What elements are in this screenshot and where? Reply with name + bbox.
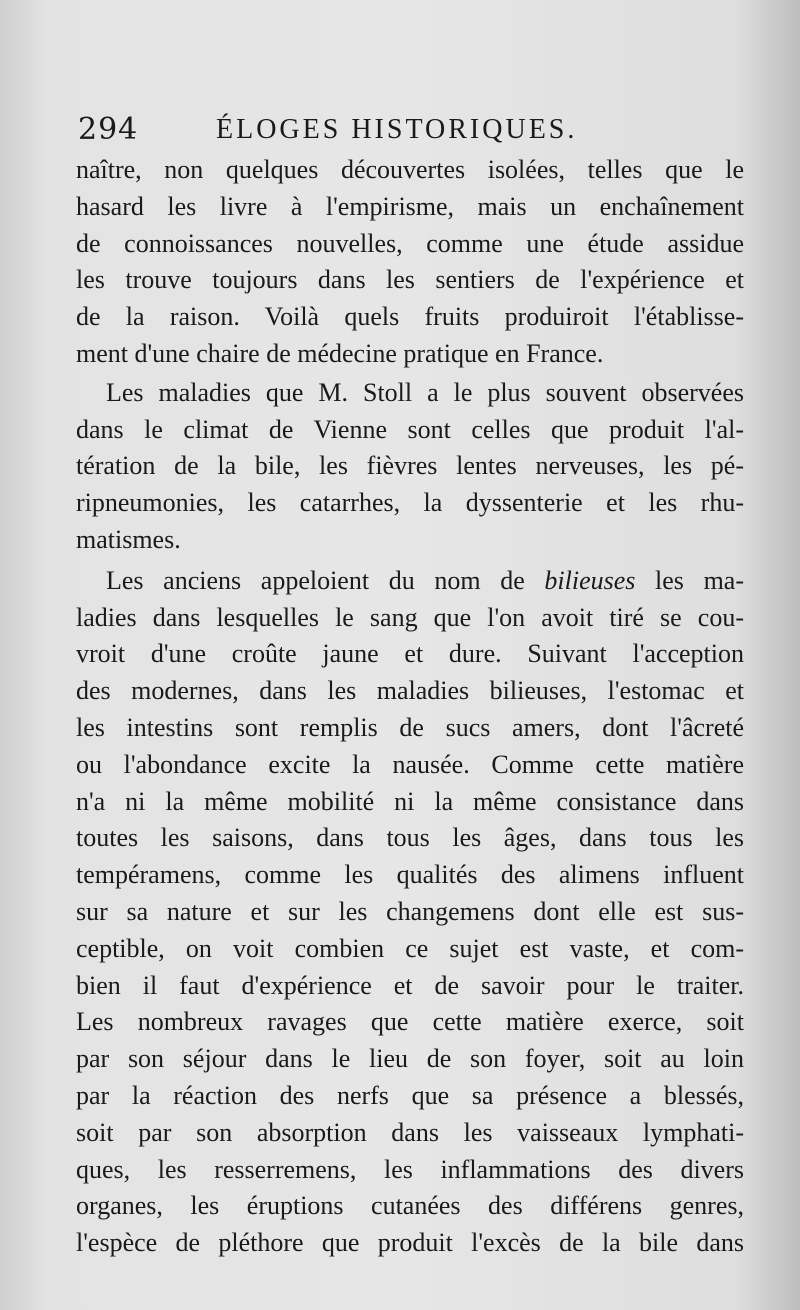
- text-line: Les nombreux ravages que cette matière exerce, soit: [76, 1007, 744, 1037]
- text-line: tération de la bile, les fièvres lentes nerveuses, les pé-: [76, 451, 744, 481]
- text-line: ou l'abondance excite la nausée. Comme cette matière: [76, 749, 744, 779]
- text-line: ment d'une chaire de médecine pratique en France.: [76, 338, 604, 368]
- page-number: 294: [78, 112, 139, 147]
- text-line: les intestins sont remplis de sucs amers, dont l'âcreté: [76, 712, 744, 742]
- page-body: [76, 152, 744, 1264]
- text-line: de la raison. Voilà quels fruits produiroit l'établisse-: [76, 302, 744, 332]
- text-line: Les maladies que M. Stoll a le plus souvent observées: [106, 377, 744, 407]
- italic-term: bilieuses: [544, 565, 636, 595]
- text-line: [76, 563, 744, 600]
- text-line: hasard les livre à l'empirisme, mais un enchaînement: [76, 191, 744, 221]
- text-run: Les anciens appeloient du nom de: [106, 565, 545, 595]
- text-line: ladies dans lesquelles le sang que l'on avoit tiré se cou-: [76, 602, 744, 632]
- text-line: de connoissances nouvelles, comme une étude assidue: [76, 228, 744, 258]
- text-line: ques, les resserremens, les inflammations des divers: [76, 1154, 744, 1184]
- text-line: toutes les saisons, dans tous les âges, dans tous les: [76, 823, 744, 853]
- paragraph-2: [76, 375, 744, 559]
- text-line: bien il faut d'expérience et de savoir pour le traiter.: [76, 970, 744, 1000]
- page-header: [78, 112, 738, 152]
- text-line: ceptible, on voit combien ce sujet est vaste, et com-: [76, 933, 744, 963]
- text-line: les trouve toujours dans les sentiers de l'expérience et: [76, 265, 744, 295]
- text-run: les ma-: [635, 565, 744, 595]
- text-line: vroit d'une croûte jaune et dure. Suivant l'acception: [76, 639, 744, 669]
- text-line: n'a ni la même mobilité ni la même consistance dans: [76, 786, 744, 816]
- text-line: des modernes, dans les maladies bilieuses, l'estomac et: [76, 676, 744, 706]
- text-line: matismes.: [76, 524, 181, 554]
- text-line: ripneumonies, les catarrhes, la dyssenterie et les rhu-: [76, 488, 744, 518]
- text-line: par la réaction des nerfs que sa présence a blessés,: [76, 1080, 744, 1110]
- paragraph-3: [76, 563, 744, 1262]
- text-line: sur sa nature et sur les changemens dont elle est sus-: [76, 896, 744, 926]
- text-line: dans le climat de Vienne sont celles que produit l'al-: [76, 414, 744, 444]
- paragraph-1: [76, 152, 744, 373]
- text-line: l'espèce de pléthore que produit l'excès de la bile dans: [76, 1228, 744, 1258]
- text-line: soit par son absorption dans les vaisseaux lymphati-: [76, 1117, 744, 1147]
- text-line: par son séjour dans le lieu de son foyer, soit au loin: [76, 1044, 744, 1074]
- text-line: tempéramens, comme les qualités des alimens influent: [76, 860, 744, 890]
- text-line: organes, les éruptions cutanées des différens genres,: [76, 1191, 744, 1221]
- running-title: ÉLOGES HISTORIQUES.: [216, 114, 578, 145]
- text-line: naître, non quelques découvertes isolées, telles que le: [76, 155, 744, 184]
